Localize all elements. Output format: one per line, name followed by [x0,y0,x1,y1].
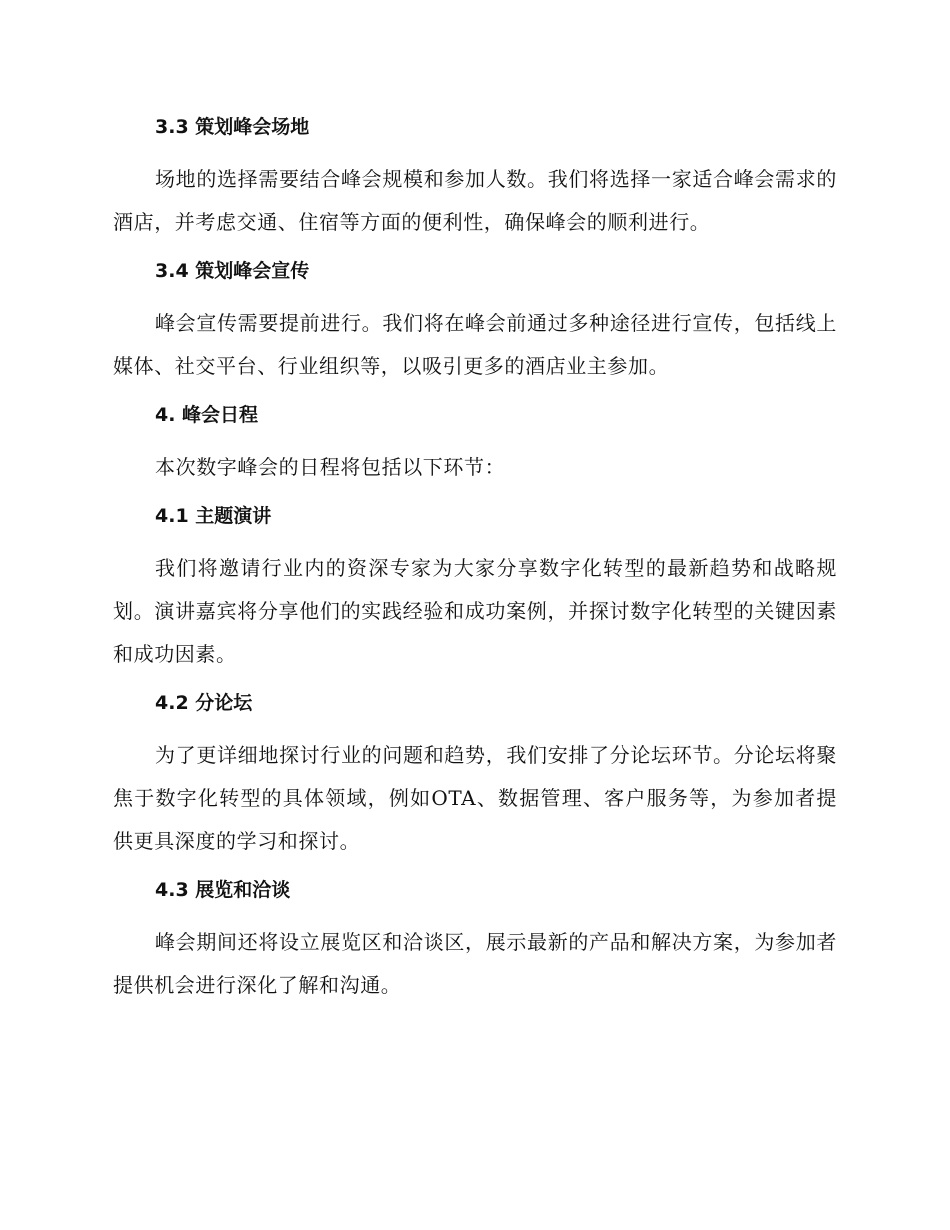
paragraph-sub-forum: 为了更详细地探讨行业的问题和趋势，我们安排了分论坛环节。分论坛将聚焦于数字化转型的具体领域，例如OTA、数据管理、客户服务等，为参加者提供更具深度的学习和探讨。 [113,743,837,853]
section-heading-4-2: 4.2 分论坛 [155,692,253,714]
paragraph-exhibition: 峰会期间还将设立展览区和洽谈区，展示最新的产品和解决方案，为参加者提供机会进行深化了解和沟通。 [113,930,837,997]
paragraph-venue: 场地的选择需要结合峰会规模和参加人数。我们将选择一家适合峰会需求的酒店，并考虑交通、住宿等方面的便利性，确保峰会的顺利进行。 [113,167,837,234]
section-heading-3-3: 3.3 策划峰会场地 [155,116,310,138]
paragraph-keynote: 我们将邀请行业内的资深专家为大家分享数字化转型的最新趋势和战略规划。演讲嘉宾将分享他们的实践经验和成功案例，并探讨数字化转型的关键因素和成功因素。 [113,556,837,666]
paragraph-promotion: 峰会宣传需要提前进行。我们将在峰会前通过多种途径进行宣传，包括线上媒体、社交平台、行业组织等，以吸引更多的酒店业主参加。 [113,311,837,378]
section-heading-4-1: 4.1 主题演讲 [155,505,272,527]
document-body [113,112,837,1019]
section-heading-3-4: 3.4 策划峰会宣传 [155,260,310,282]
section-heading-4: 4. 峰会日程 [155,404,259,426]
section-heading-4-3: 4.3 展览和洽谈 [155,879,291,901]
paragraph-agenda-intro: 本次数字峰会的日程将包括以下环节： [155,455,506,479]
